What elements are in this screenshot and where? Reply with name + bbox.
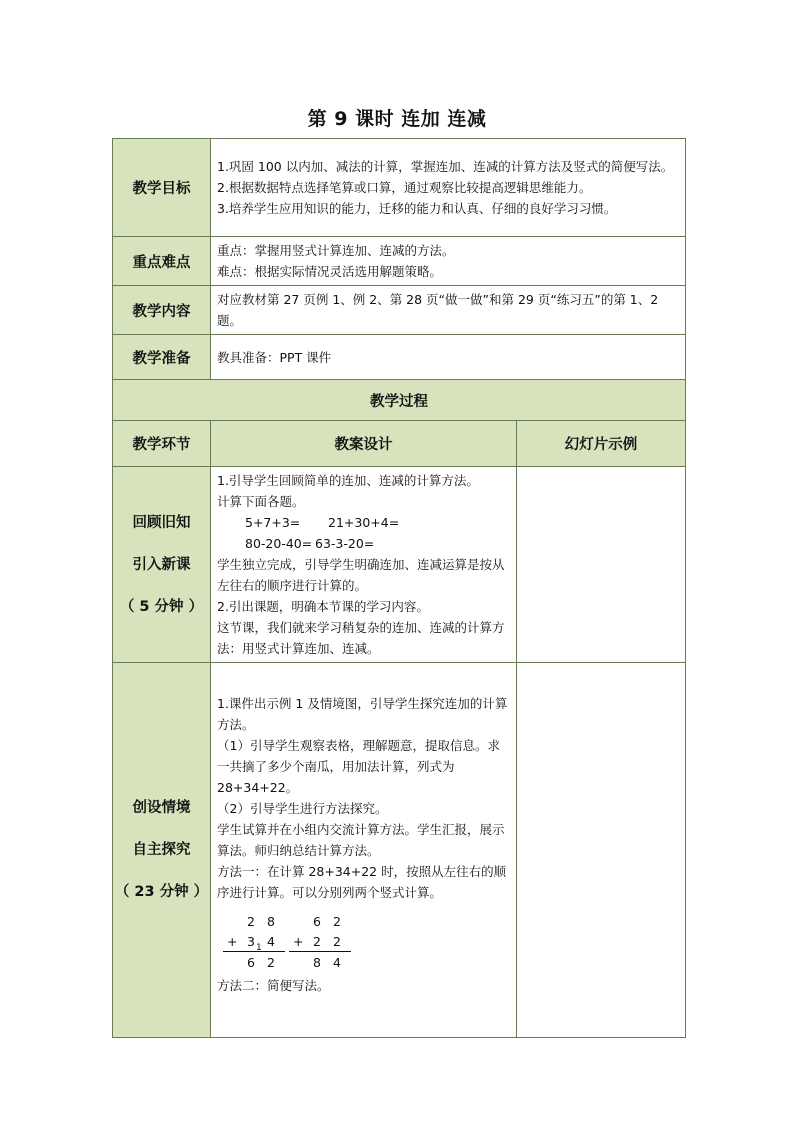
stage2-name (113, 663, 211, 1038)
column-header-design: 教案设计 (211, 421, 517, 467)
design-line: 1.课件出示例 1 及情境图，引导学生探究连加的计算方法。 (217, 696, 508, 732)
digit: 2 (247, 914, 255, 929)
prep-row (113, 335, 686, 380)
digit: 2 (313, 934, 321, 949)
key-line: 重点：掌握用竖式计算连加、连减的方法。 (217, 243, 455, 258)
stage1-row (113, 467, 686, 663)
page-title: 第 9 课时 连加 连减 (307, 108, 487, 130)
plus-sign: + (293, 934, 304, 949)
digit: 6 (247, 955, 255, 970)
expression: 21+30+4= (328, 515, 400, 530)
vertical-calc-1 (223, 911, 293, 972)
digit: 8 (313, 955, 321, 970)
design-line: （1）引导学生观察表格，理解题意，提取信息。求一共摘了多少个南瓜，用加法计算，列式为 28+34+22。 (217, 738, 500, 795)
digit: 4 (333, 955, 341, 970)
prep-text (211, 335, 686, 380)
key-content (211, 237, 686, 286)
digit: 2 (267, 955, 275, 970)
stage2-design (211, 663, 517, 1038)
column-header-slides: 幻灯片示例 (517, 421, 686, 467)
prep-line: 教具准备：PPT 课件 (217, 349, 332, 365)
goal-row (113, 139, 686, 237)
design-line: 学生试算并在小组内交流计算方法。学生汇报，展示算法。师归纳总结计算方法。 (217, 822, 505, 858)
design-line: 这节课，我们就来学习稍复杂的连加、连减的计算方法：用竖式计算连加、连减。 (217, 620, 505, 656)
stage1-design (211, 467, 517, 663)
stage-name-line: 回顾旧知 (132, 514, 191, 531)
carry-digit: 1 (256, 943, 262, 953)
design-line: 方法二：简便写法。 (217, 978, 330, 993)
goal-line: 1.巩固 100 以内加、减法的计算，掌握连加、连减的计算方法及竖式的简便写法。 (217, 159, 674, 174)
digit: 6 (313, 914, 321, 929)
design-line: 计算下面各题。 (217, 494, 305, 509)
column-header-row (113, 421, 686, 467)
goal-content (211, 139, 686, 237)
lesson-plan-table (112, 138, 686, 1038)
key-line: 难点：根据实际情况灵活选用解题策略。 (217, 264, 443, 279)
stage-duration: （ 23 分钟 ） (114, 884, 209, 900)
digit: 2 (333, 914, 341, 929)
design-line: 1.引导学生回顾简单的连加、连减的计算方法。 (217, 473, 479, 488)
key-label: 重点难点 (113, 237, 211, 286)
content-label: 教学内容 (113, 286, 211, 335)
process-title: 教学过程 (113, 380, 686, 421)
design-line: 学生独立完成，引导学生明确连加、连减运算是按从左往右的顺序进行计算的。 (217, 557, 505, 593)
content-row (113, 286, 686, 335)
stage-name-line: 创设情境 (132, 800, 191, 816)
expression-row (217, 533, 510, 554)
column-header-stage: 教学环节 (113, 421, 211, 467)
expression-row (217, 512, 510, 533)
stage1-slides (517, 467, 686, 663)
expression: 5+7+3= (245, 515, 301, 530)
stage-duration: （ 5 分钟 ） (119, 598, 204, 615)
goal-label: 教学目标 (113, 139, 211, 237)
digit: 3 (247, 934, 255, 949)
stage2-slides (517, 663, 686, 1038)
vertical-calculations (217, 911, 510, 973)
digit: 4 (267, 934, 275, 949)
design-line: （2）引导学生进行方法探究。 (217, 801, 388, 816)
content-line: 对应教材第 27 页例 1、例 2、第 28 页“做一做”和第 29 页“练习五”的第 1、2 题。 (217, 292, 659, 328)
plus-sign: + (227, 934, 238, 949)
design-line: 2.引出课题，明确本节课的学习内容。 (217, 599, 429, 614)
design-line: 方法一：在计算 28+34+22 时，按照从左往右的顺序进行计算。可以分别列两个竖式计算。 (217, 864, 507, 900)
expression: 80-20-40= (245, 536, 313, 551)
stage-name-line: 引入新课 (132, 556, 191, 573)
content-text (211, 286, 686, 335)
goal-line: 3.培养学生应用知识的能力，迁移的能力和认真、仔细的良好学习习惯。 (217, 201, 617, 216)
vertical-calc-2 (289, 911, 359, 972)
stage1-name (113, 467, 211, 663)
prep-label: 教学准备 (113, 335, 211, 380)
goal-line: 2.根据数据特点选择笔算或口算，通过观察比较提高逻辑思维能力。 (217, 180, 592, 195)
digit: 2 (333, 934, 341, 949)
stage2-row (113, 663, 686, 1038)
expression: 63-3-20= (315, 536, 375, 551)
process-header-row (113, 380, 686, 421)
key-row (113, 237, 686, 286)
digit: 8 (267, 914, 275, 929)
stage-name-line: 自主探究 (132, 842, 191, 858)
